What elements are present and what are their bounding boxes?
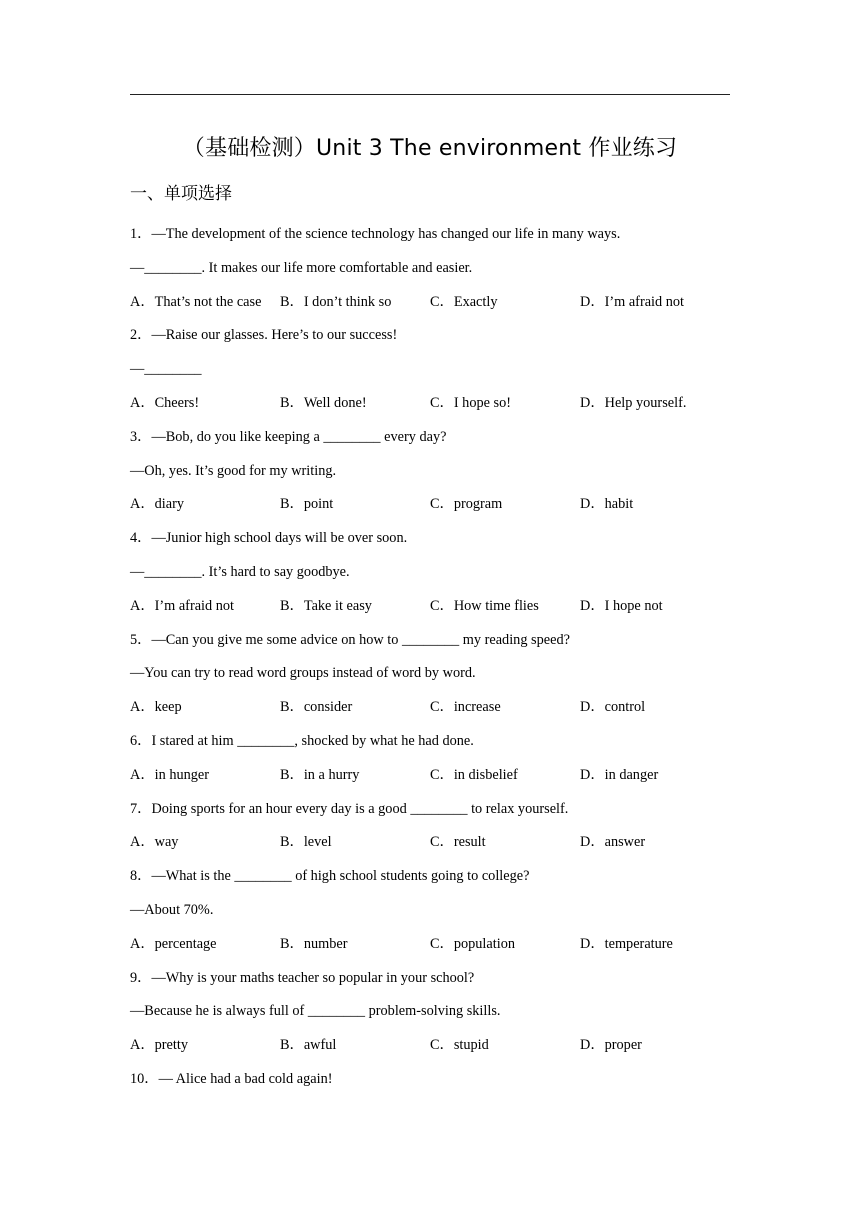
answer-option: B．point [280,496,334,513]
question-stem: 7．Doing sports for an hour every day is a good ________ to relax yourself. [130,800,569,817]
question-item [130,726,730,794]
question-response: —________. It’s hard to say goodbye. [130,563,350,580]
answer-option: D．I hope not [580,597,663,614]
answer-option: A．pretty [130,1037,188,1054]
options-row [130,388,730,422]
question-stem: 10．— Alice had a bad cold again! [130,1070,333,1087]
question-stem: 9．—Why is your maths teacher so popular in your school? [130,969,475,986]
answer-option: C．Exactly [430,293,498,310]
options-row [130,1030,730,1064]
answer-option: B．level [280,834,332,851]
answer-option: D．in danger [580,766,659,783]
answer-option: B．consider [280,699,353,716]
question-response: —________. It makes our life more comfortable and easier. [130,259,473,276]
answer-option: C．result [430,834,486,851]
answer-option: B．in a hurry [280,766,360,783]
answer-option: B．Well done! [280,394,367,411]
question-response: —Oh, yes. It’s good for my writing. [130,462,337,479]
answer-option: A．I’m afraid not [130,597,235,614]
question-stem: 3．—Bob, do you like keeping a ________ every day? [130,428,447,445]
answer-option: A．Cheers! [130,394,200,411]
question-item [130,625,730,726]
answer-option: C．How time flies [430,597,539,614]
question-stem: 5．—Can you give me some advice on how to ________ my reading speed? [130,631,570,648]
question-item [130,963,730,1064]
page-title: （基础检测）Unit 3 The environment 作业练习 [182,136,678,161]
answer-option: C．in disbelief [430,766,518,783]
question-response: —About 70%. [130,901,214,918]
answer-option: A．percentage [130,935,217,952]
question-item [130,320,730,421]
answer-option: A．way [130,834,179,851]
answer-option: B．awful [280,1037,337,1054]
answer-option: C．program [430,496,503,513]
question-response: —________ [130,361,202,378]
answer-option: B．number [280,935,348,952]
question-item [130,861,730,962]
answer-option: D．I’m afraid not [580,293,685,310]
options-row [130,489,730,523]
answer-option: D．Help yourself. [580,394,687,411]
options-row [130,287,730,321]
answer-option: D．proper [580,1037,642,1054]
section-heading: 一、单项选择 [130,184,232,204]
answer-option: B．Take it easy [280,597,372,614]
header-rule [130,94,730,95]
question-response: —Because he is always full of ________ problem-solving skills. [130,1003,501,1020]
options-row [130,760,730,794]
options-row [130,827,730,861]
question-response: —You can try to read word groups instead of word by word. [130,665,476,682]
question-stem: 4．—Junior high school days will be over soon. [130,530,408,547]
question-item [130,523,730,624]
answer-option: D．control [580,699,646,716]
answer-option: A．in hunger [130,766,210,783]
answer-option: B．I don’t think so [280,293,392,310]
question-list [130,219,730,1098]
answer-option: A．That’s not the case [130,293,262,310]
options-row [130,929,730,963]
question-item [130,219,730,320]
question-item [130,422,730,523]
question-item [130,794,730,862]
answer-option: D．habit [580,496,634,513]
answer-option: C．increase [430,699,501,716]
answer-option: C．population [430,935,515,952]
question-stem: 1．—The development of the science technology has changed our life in many ways. [130,226,621,242]
answer-option: C．stupid [430,1037,489,1054]
options-row [130,591,730,625]
answer-option: A．diary [130,496,184,513]
question-stem: 2．—Raise our glasses. Here’s to our success! [130,327,398,344]
question-stem: 8．—What is the ________ of high school students going to college? [130,868,530,885]
answer-option: A．keep [130,699,182,716]
options-row [130,692,730,726]
question-stem: 6．I stared at him ________, shocked by what he had done. [130,732,474,749]
answer-option: C．I hope so! [430,394,512,411]
question-item [130,1064,730,1098]
answer-option: D．temperature [580,935,673,952]
answer-option: D．answer [580,834,646,851]
